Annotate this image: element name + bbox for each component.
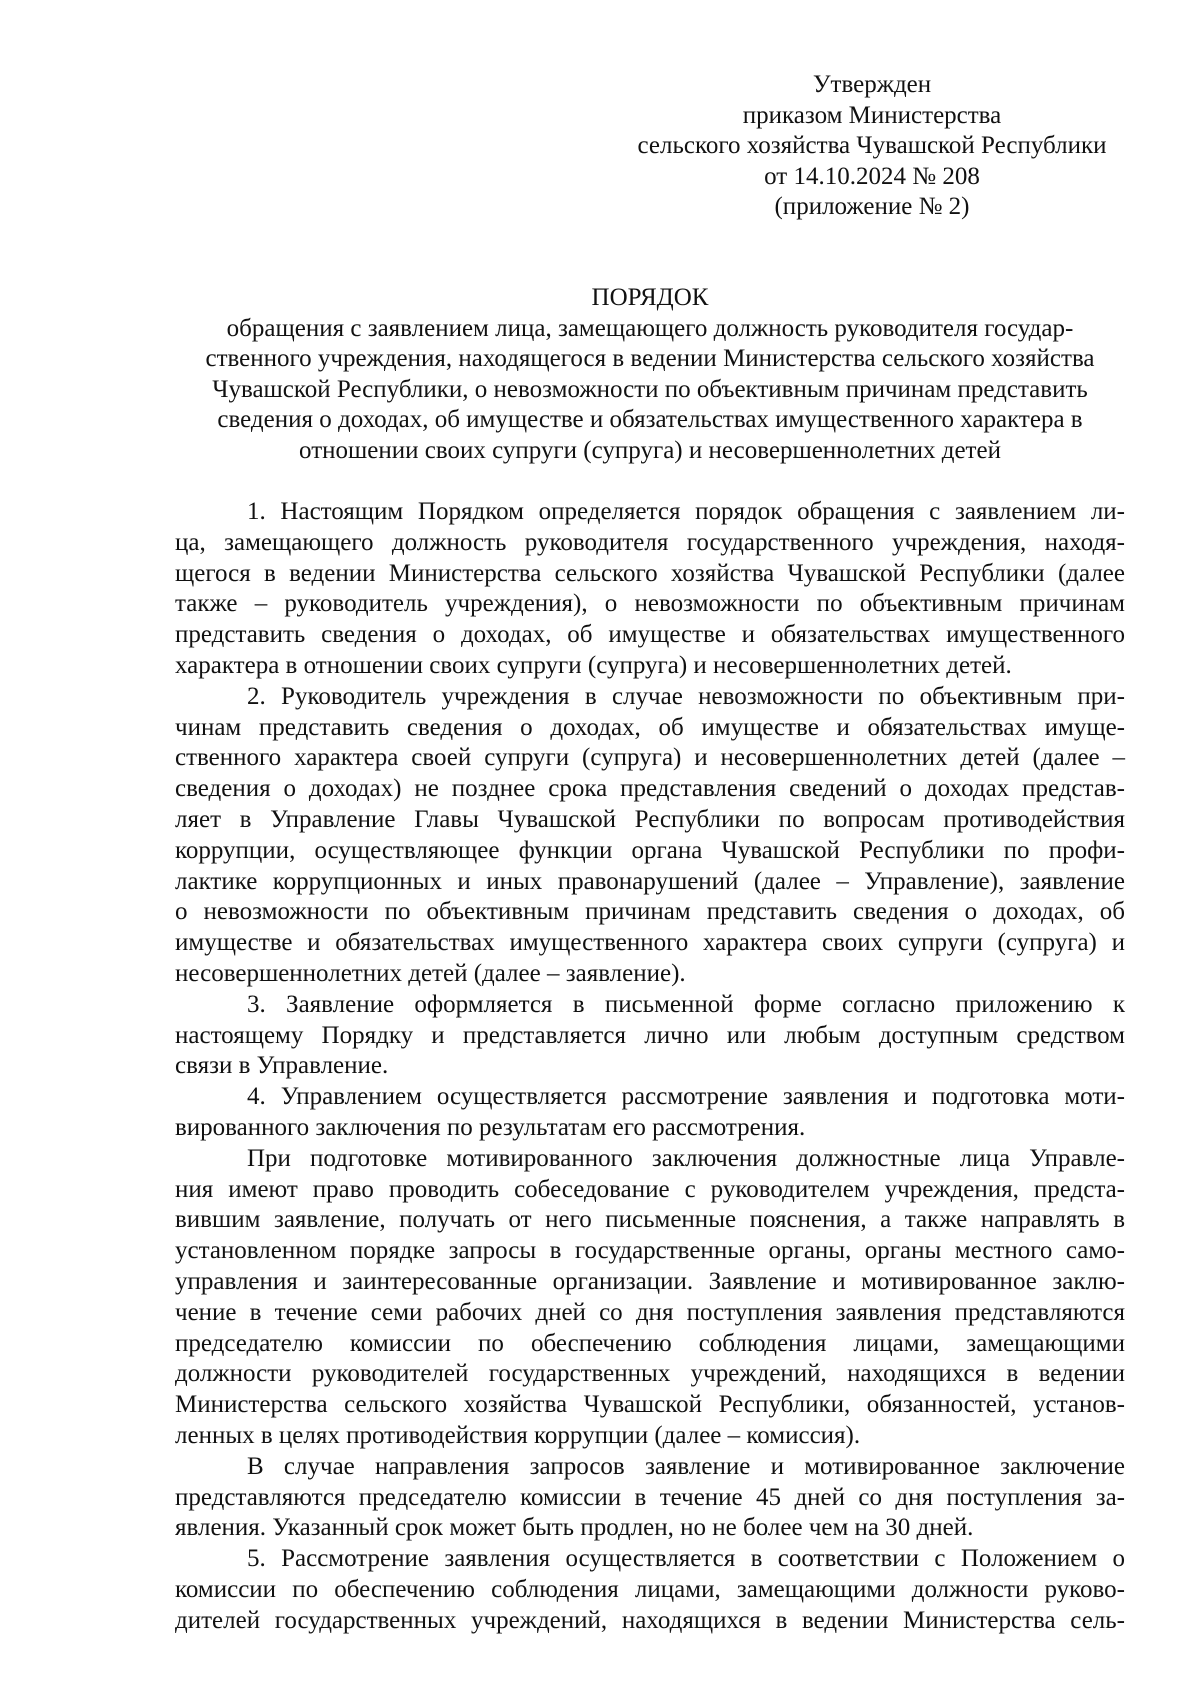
text-line: вированного заключения по результатам его рассмотрения.	[175, 1113, 806, 1141]
document-subtitle-line: Чувашской Республики, о невозможности по объективным причинам представить	[212, 375, 1088, 403]
document-subtitle-line: отношении своих супруги (супруга) и несовершеннолетних детей	[299, 436, 1001, 464]
text-line: представляются председателю комиссии в течение 45 дней со дня поступления за-	[175, 1483, 1125, 1511]
document-body	[175, 497, 1125, 1636]
text-line: чение в течение семи рабочих дней со дня поступления заявления представляются	[175, 1298, 1125, 1326]
text-line: о невозможности по объективным причинам представить сведения о доходах, об	[175, 898, 1125, 926]
approval-line: (приложение № 2)	[774, 193, 970, 220]
text-line: вившим заявление, получать от него письменные пояснения, а также направлять в	[175, 1206, 1125, 1234]
approval-line: от 14.10.2024 № 208	[764, 162, 980, 190]
text-line: 2. Руководитель учреждения в случае невозможности по объективным при-	[247, 682, 1125, 710]
text-line: 5. Рассмотрение заявления осуществляется в соответствии с Положением о	[247, 1545, 1125, 1573]
text-line: 3. Заявление оформляется в письменной форме согласно приложению к	[247, 990, 1125, 1018]
text-line: ца, замещающего должность руководителя государственного учреждения, находя-	[175, 528, 1125, 556]
text-line: При подготовке мотивированного заключения должностные лица Управле-	[247, 1144, 1125, 1172]
text-line: В случае направления запросов заявление и мотивированное заключение	[247, 1452, 1125, 1480]
paragraph-4-requests	[175, 1452, 1125, 1544]
paragraph-4-continued	[175, 1144, 1125, 1452]
document-subtitle-line: сведения о доходах, об имуществе и обязательствах имущественного характера в	[217, 406, 1083, 433]
text-line: явления. Указанный срок может быть продлен, но не более чем на 30 дней.	[175, 1514, 974, 1542]
text-line: сведения о доходах) не позднее срока представления сведений о доходах представ-	[175, 775, 1125, 803]
text-line: комиссии по обеспечению соблюдения лицами, замещающими должности руково-	[175, 1575, 1125, 1603]
text-line: 4. Управлением осуществляется рассмотрение заявления и подготовка моти-	[247, 1083, 1125, 1111]
text-line: щегося в ведении Министерства сельского хозяйства Чувашской Республики (далее	[175, 559, 1125, 587]
document-heading	[175, 283, 1125, 466]
paragraph-4	[175, 1082, 1125, 1144]
text-line: ляет в Управление Главы Чувашской Республики по вопросам противодействия	[175, 805, 1125, 833]
text-line: 1. Настоящим Порядком определяется порядок обращения с заявлением ли-	[247, 498, 1125, 525]
paragraph-2	[175, 682, 1125, 990]
text-line: чинам представить сведения о доходах, об имуществе и обязательствах имуще-	[175, 713, 1125, 741]
text-line: также – руководитель учреждения), о невозможности по объективным причинам	[175, 590, 1125, 618]
text-line: Министерства сельского хозяйства Чувашской Республики, обязанностей, установ-	[175, 1391, 1125, 1419]
text-line: установленном порядке запросы в государственные органы, органы местного само-	[175, 1237, 1125, 1265]
approval-line: Утвержден	[812, 71, 932, 98]
document-title: ПОРЯДОК	[591, 284, 709, 311]
text-line: имуществе и обязательствах имущественного характера своих супруги (супруга) и	[175, 929, 1125, 957]
document-subtitle-line: ственного учреждения, находящегося в ведении Министерства сельского хозяйства	[205, 345, 1095, 372]
paragraph-5	[175, 1544, 1125, 1636]
text-line: должности руководителей государственных учреждений, находящихся в ведении	[175, 1360, 1125, 1388]
text-line: дителей государственных учреждений, находящихся в ведении Министерства сель-	[175, 1606, 1125, 1634]
paragraph-1	[175, 497, 1125, 682]
approval-line: приказом Министерства	[742, 101, 1002, 129]
text-line: представить сведения о доходах, об имуществе и обязательствах имущественного	[175, 621, 1125, 649]
text-line: несовершеннолетних детей (далее – заявление).	[175, 959, 686, 987]
text-line: коррупции, осуществляющее функции органа Чувашской Республики по профи-	[175, 836, 1125, 864]
text-line: ленных в целях противодействия коррупции (далее – комиссия).	[175, 1421, 861, 1449]
text-line: настоящему Порядку и представляется лично или любым доступным средством	[175, 1021, 1125, 1049]
approval-line: сельского хозяйства Чувашской Республики	[637, 132, 1107, 159]
approval-stamp	[612, 70, 1132, 223]
text-line: управления и заинтересованные организации. Заявление и мотивированное заклю-	[175, 1267, 1125, 1295]
text-line: ственного характера своей супруги (супруга) и несовершеннолетних детей (далее –	[175, 744, 1125, 772]
text-line: связи в Управление.	[175, 1052, 389, 1080]
text-line: характера в отношении своих супруги (супруга) и несовершеннолетних детей.	[175, 651, 1012, 679]
text-line: ния имеют право проводить собеседование с руководителем учреждения, предста-	[175, 1175, 1125, 1203]
text-line: лактике коррупционных и иных правонарушений (далее – Управление), заявление	[175, 867, 1125, 895]
document-subtitle-line: обращения с заявлением лица, замещающего должность руководителя государ-	[226, 314, 1074, 342]
paragraph-3	[175, 990, 1125, 1082]
text-line: председателю комиссии по обеспечению соблюдения лицами, замещающими	[175, 1329, 1125, 1357]
